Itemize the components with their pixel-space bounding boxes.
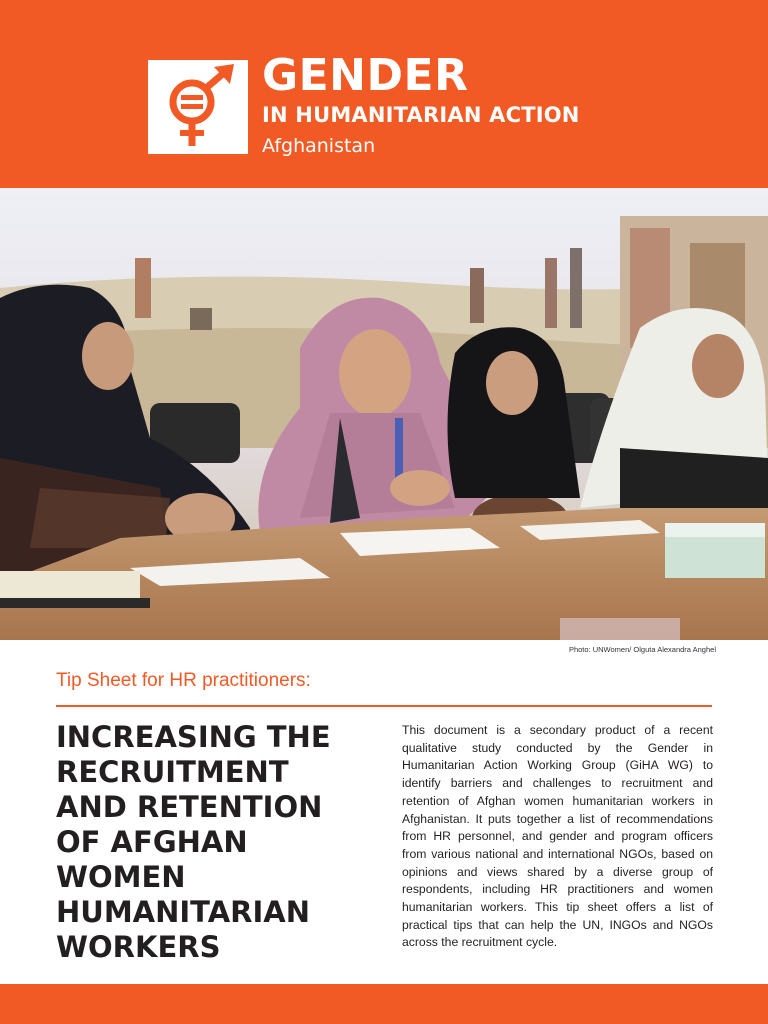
headline-line: HUMANITARIAN <box>56 895 310 929</box>
cover-photo <box>0 188 768 640</box>
brand-country: Afghanistan <box>262 135 376 157</box>
logo <box>148 60 248 154</box>
photo-credit: Photo: UNWomen/ Olguta Alexandra Anghel <box>568 645 716 654</box>
headline-line: INCREASING THE <box>56 720 331 754</box>
headline-line: WOMEN <box>56 860 186 894</box>
document-headline <box>56 720 376 965</box>
footer-bar <box>0 984 768 1024</box>
headline-line: WORKERS <box>56 930 221 964</box>
brand-subtitle: IN HUMANITARIAN ACTION <box>262 103 580 127</box>
headline-line: RECRUITMENT <box>56 755 289 789</box>
headline-line: OF AFGHAN <box>56 825 248 859</box>
gender-equality-symbol-icon <box>148 60 248 154</box>
section-label: Tip Sheet for HR practitioners: <box>56 670 311 691</box>
brand-title: GENDER <box>262 50 469 101</box>
intro-paragraph: This document is a secondary product of a recent qualitative study conducted by the Gender in Humanitarian Action Working Group (GiHA WG) to identify barriers and challenges to recruitment and retention of Afghan women humanitarian workers in Afghanistan. It puts together a list of recommendations from HR personnel, and gender and program officers from various national and international NGOs, based on opinions and views shared by a diverse group of respondents, including HR practitioners and women humanitarian workers. This tip sheet offers a list of practical tips that can help the UN, INGOs and NGOs across the recruitment cycle. <box>402 723 713 950</box>
headline-line: AND RETENTION <box>56 790 323 824</box>
divider <box>56 705 712 707</box>
header-banner <box>0 0 768 188</box>
